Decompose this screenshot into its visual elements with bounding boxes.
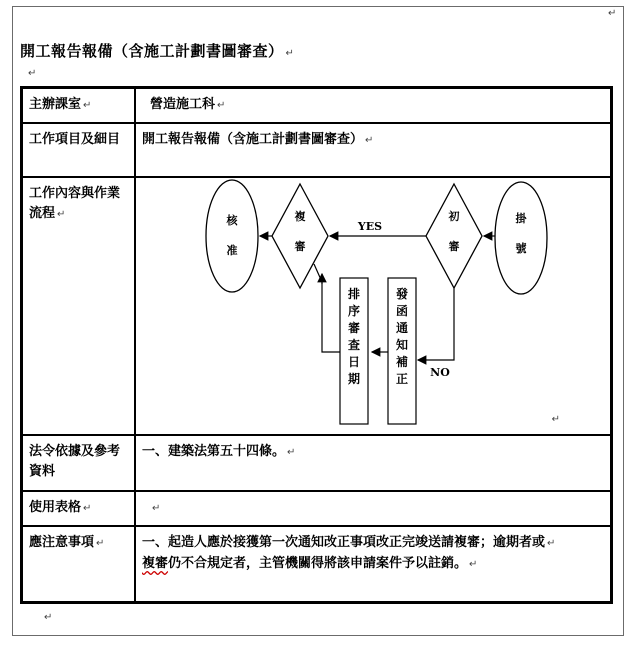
initial-review-node [426,184,482,288]
table-row [22,88,611,123]
row-label [22,177,135,435]
vertical-char: 序 [347,304,361,318]
paragraph-mark: ↵ [285,48,295,59]
value-text: 一、起造人應於接獲第一次通知改正事項改正完竣送請複審；逾期者或 [142,535,546,550]
re-review-label-1: 複 [294,210,306,223]
label-text: 法令依據及參考資料 [29,444,121,479]
register-label-2: 號 [515,242,527,255]
vertical-char: 通 [395,321,409,335]
row-value [135,435,611,491]
row-label [22,526,135,602]
row-label [22,435,135,491]
paragraph-mark: ↵ [83,503,92,514]
paragraph-mark: ↵ [57,209,66,220]
paragraph-mark: ↵ [217,100,226,111]
table-row [22,435,611,491]
arrow-no [418,288,454,360]
connector-schedule [314,264,340,352]
document-title-text: 開工報告報備（含施工計劃書圖審查） [20,42,284,60]
paragraph-mark: ↵ [469,559,478,570]
paragraph-mark: ↵ [547,538,556,549]
paragraph-mark: ↵ [287,447,296,458]
info-table [20,86,613,604]
label-text: 應注意事項 [29,535,95,550]
row-value [135,526,611,602]
vertical-char: 審 [347,321,361,335]
vertical-char: 日 [347,355,361,369]
label-text: 工作項目及細目 [29,132,121,147]
value-text: 一、建築法第五十四條。 [142,444,286,459]
row-value [135,88,611,123]
vertical-char: 發 [395,287,409,301]
table-row [22,491,611,526]
row-value [135,123,611,177]
paragraph-mark: ↵ [608,8,617,19]
no-label: NO [430,366,450,379]
document-title [20,40,294,61]
row-label [22,123,135,177]
paragraph-mark: ↵ [365,135,374,146]
re-review-node [272,184,328,288]
yes-label: YES [357,220,383,233]
value-text: 開工報告報備（含施工計劃書圖審查） [142,132,364,147]
label-text: 工作內容與作業流程 [29,186,121,221]
paragraph-mark: ↵ [83,100,92,111]
initial-review-label-2: 審 [448,240,460,253]
paragraph-mark: ↵ [96,538,105,549]
approve-label-2: 准 [226,244,238,257]
row-value [135,491,611,526]
flowchart-cell [135,177,611,435]
paragraph-mark: ↵ [44,612,53,623]
register-node [495,182,547,294]
vertical-char: 補 [395,355,409,369]
paragraph-mark: ↵ [152,503,161,514]
table-row [22,123,611,177]
label-text: 使用表格 [29,500,82,515]
value-text: 仍不合規定者，主管機關得將該申請案件予以註銷。 [168,556,468,571]
paragraph-mark: ↵ [551,414,560,425]
value-text: 營造施工科 [150,97,216,112]
row-label [22,88,135,123]
label-text: 主辦課室 [29,97,82,112]
table-row [22,177,611,435]
flowchart [136,178,610,434]
approve-node [206,180,258,292]
vertical-char: 函 [395,304,409,318]
re-review-label-2: 審 [294,240,306,253]
table-row [22,526,611,602]
paragraph-mark: ↵ [28,68,37,79]
approve-label-1: 核 [226,214,238,227]
register-label-1: 掛 [515,212,527,225]
vertical-char: 正 [395,372,409,386]
row-label [22,491,135,526]
initial-review-label-1: 初 [448,210,460,223]
vertical-char: 期 [347,372,361,386]
vertical-char: 知 [395,338,409,352]
value-text-highlight: 複審 [142,556,169,571]
vertical-char: 查 [347,338,361,352]
vertical-char: 排 [347,287,361,301]
